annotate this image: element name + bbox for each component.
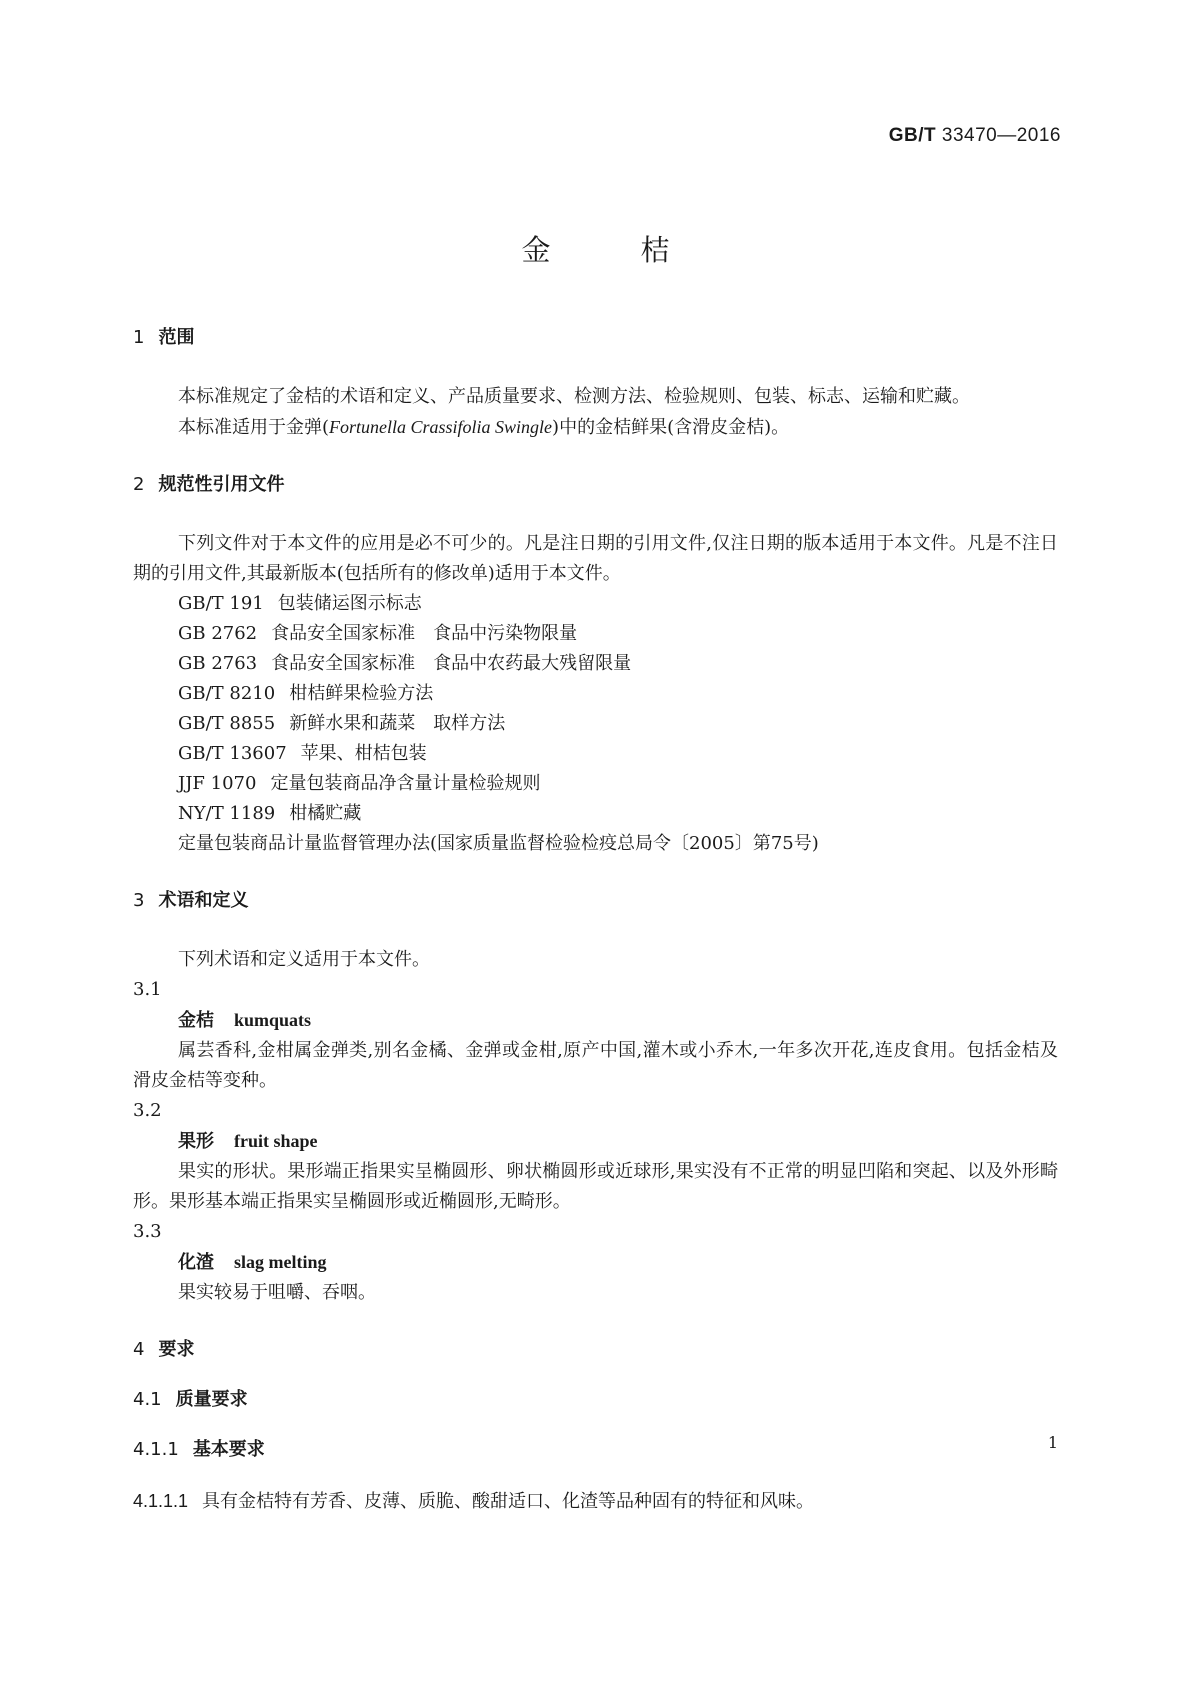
- reference-title: 新鲜水果和蔬菜 取样方法: [289, 713, 506, 734]
- clause-number: 4.1.1.1: [133, 1491, 189, 1511]
- term-en: slag melting: [234, 1252, 327, 1272]
- subsection-4-1-heading: [133, 1386, 1058, 1414]
- section-title: 要求: [158, 1339, 195, 1360]
- term-number: 3.2: [133, 1100, 162, 1121]
- reference-title: 柑桔鲜果检验方法: [289, 683, 434, 704]
- reference-item: [133, 739, 1058, 769]
- term-heading: [133, 1126, 1058, 1157]
- scope-paragraph-1: 本标准规定了金桔的术语和定义、产品质量要求、检测方法、检验规则、包装、标志、运输和贮藏。: [178, 386, 970, 407]
- section-number: 3: [133, 890, 145, 911]
- term-cn: 金桔: [178, 1010, 214, 1031]
- section-title: 术语和定义: [158, 890, 249, 911]
- document-body: [133, 324, 1058, 1517]
- references-intro: 下列文件对于本文件的应用是必不可少的。凡是注日期的引用文件,仅注日期的版本适用于本文件。凡是不注日期的引用文件,其最新版本(包括所有的修改单)适用于本文件。: [133, 533, 1058, 584]
- clause-4-1-1-1: [133, 1486, 1058, 1517]
- document-code-number: 33470—2016: [941, 125, 1061, 146]
- subsection-number: 4.1: [133, 1389, 162, 1410]
- section-number: 4: [133, 1339, 145, 1360]
- reference-item: [133, 649, 1058, 679]
- reference-title: 包装储运图示标志: [277, 593, 422, 614]
- reference-item: [133, 619, 1058, 649]
- section-4-heading: [133, 1336, 1058, 1364]
- reference-title: 苹果、柑桔包装: [300, 743, 427, 764]
- subsection-number: 4.1.1: [133, 1439, 179, 1460]
- reference-item: 定量包装商品计量监督管理办法(国家质量监督检验检疫总局令〔2005〕第75号): [178, 833, 819, 854]
- subsection-title: 质量要求: [175, 1389, 248, 1410]
- term-definition: 果实较易于咀嚼、吞咽。: [178, 1282, 376, 1303]
- term-cn: 化渣: [178, 1252, 214, 1273]
- section-number: 1: [133, 327, 145, 348]
- section-3-heading: [133, 887, 1058, 915]
- reference-code: GB/T 13607: [178, 743, 287, 764]
- terms-intro: 下列术语和定义适用于本文件。: [178, 949, 430, 970]
- reference-list: [133, 589, 1058, 859]
- document-code-prefix: GB/T: [888, 125, 937, 146]
- term-cn: 果形: [178, 1131, 214, 1152]
- section-number: 2: [133, 474, 145, 495]
- reference-code: JJF 1070: [178, 773, 257, 794]
- document-title: 金桔: [521, 233, 760, 267]
- term-heading: [133, 1247, 1058, 1278]
- latin-name: Fortunella Crassifolia Swingle: [329, 417, 553, 437]
- reference-item: [133, 799, 1058, 829]
- section-title: 范围: [158, 327, 195, 348]
- scope-text-a: 本标准适用于金弹(: [178, 417, 330, 438]
- scope-paragraph-2: [133, 412, 1058, 443]
- term-number: 3.1: [133, 979, 162, 1000]
- section-1-heading: [133, 324, 1058, 352]
- section-2-heading: [133, 471, 1058, 499]
- term-en: kumquats: [234, 1010, 312, 1030]
- reference-title: 定量包装商品净含量计量检验规则: [270, 773, 541, 794]
- reference-code: GB/T 191: [178, 593, 264, 614]
- scope-text-b: )中的金桔鲜果(含滑皮金桔)。: [552, 417, 790, 438]
- subsection-4-1-1-heading: [133, 1436, 1058, 1464]
- term-definition: 属芸香科,金柑属金弹类,别名金橘、金弹或金柑,原产中国,灌木或小乔木,一年多次开花,连皮食用。包括金桔及滑皮金桔等变种。: [133, 1040, 1058, 1091]
- reference-title: 柑橘贮藏: [289, 803, 362, 824]
- clause-text: 具有金桔特有芳香、皮薄、质脆、酸甜适口、化渣等品种固有的特征和风味。: [202, 1491, 815, 1512]
- reference-item: [133, 709, 1058, 739]
- section-title: 规范性引用文件: [158, 474, 285, 495]
- term-en: fruit shape: [234, 1131, 318, 1151]
- term-definition: 果实的形状。果形端正指果实呈椭圆形、卵状椭圆形或近球形,果实没有不正常的明显凹陷和突起、以及外形畸形。果形基本端正指果实呈椭圆形或近椭圆形,无畸形。: [133, 1161, 1058, 1212]
- reference-code: GB 2762: [178, 623, 258, 644]
- reference-code: GB/T 8210: [178, 683, 276, 704]
- page-number: 1: [1047, 1433, 1058, 1452]
- reference-item: [133, 769, 1058, 799]
- reference-code: GB/T 8855: [178, 713, 276, 734]
- reference-item: [133, 589, 1058, 619]
- term-heading: [133, 1005, 1058, 1036]
- reference-title: 食品安全国家标准 食品中农药最大残留限量: [271, 653, 632, 674]
- document-code: [889, 125, 1061, 147]
- reference-title: 食品安全国家标准 食品中污染物限量: [271, 623, 578, 644]
- subsection-title: 基本要求: [192, 1439, 265, 1460]
- reference-code: GB 2763: [178, 653, 258, 674]
- term-number: 3.3: [133, 1221, 162, 1242]
- reference-item: [133, 679, 1058, 709]
- reference-code: NY/T 1189: [178, 803, 276, 824]
